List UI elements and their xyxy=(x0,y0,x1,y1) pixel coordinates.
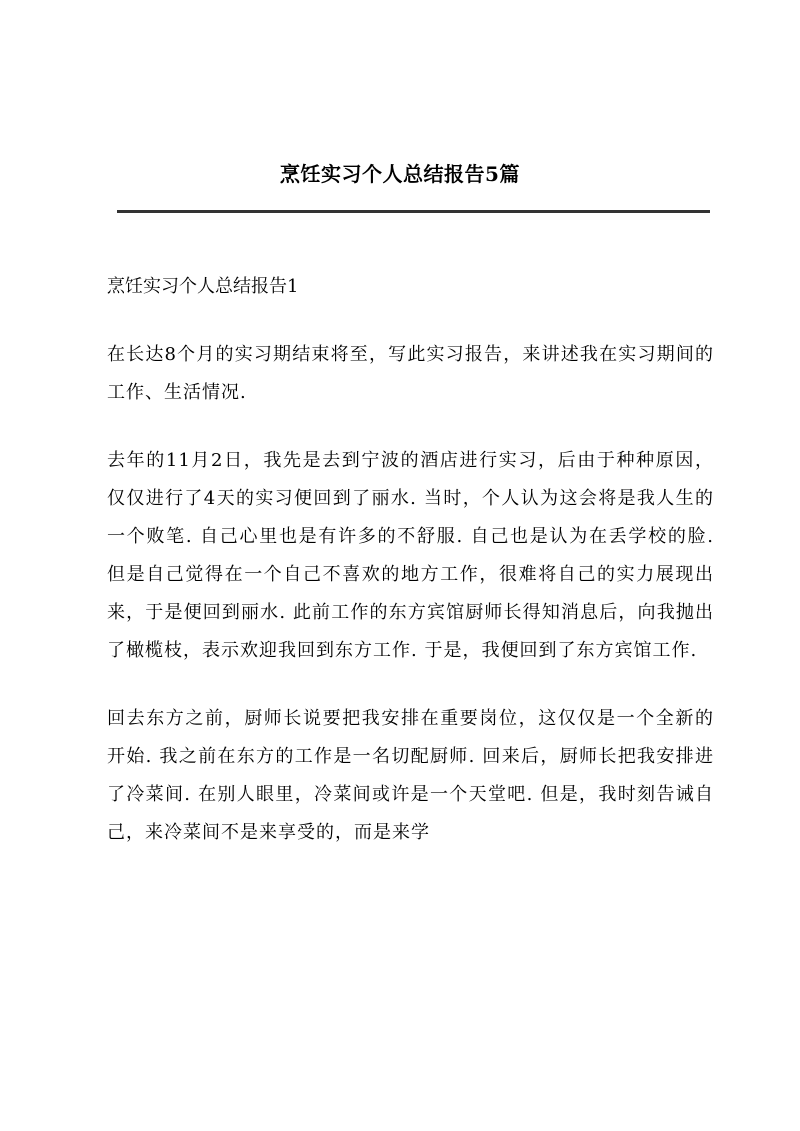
paragraph-1: 在长达8个月的实习期结束将至，写此实习报告，来讲述我在实习期间的工作、生活情况. xyxy=(107,344,714,403)
section-heading: 烹饪实习个人总结报告1 xyxy=(107,276,299,297)
document-body xyxy=(107,268,714,882)
paragraph-2: 去年的11月2日，我先是去到宁波的酒店进行实习，后由于种种原因，仅仅进行了4天的实习便回到了丽水. 当时，个人认为这会将是我人生的一个败笔. 自己心里也是有许多的不舒服. 自己也是认为在丢学校的脸. 但是自己觉得在一个自己不喜欢的地方工作，很难将自己的实力展现出来，于是便回到丽水. 此前工作的东方宾馆厨师长得知消息后，向我抛出了橄榄枝，表示欢迎我回到东方工作. 于是，我便回到了东方宾馆工作. xyxy=(107,450,714,661)
title-divider xyxy=(117,210,710,213)
paragraph-3: 回去东方之前，厨师长说要把我安排在重要岗位，这仅仅是一个全新的开始. 我之前在东方的工作是一名切配厨师. 回来后，厨师长把我安排进了冷菜间. 在别人眼里，冷菜间或许是一个天堂吧. 但是，我时刻告诫自己，来冷菜间不是来享受的，而是来学 xyxy=(107,708,714,843)
document-title: 烹饪实习个人总结报告5篇 xyxy=(280,162,520,186)
